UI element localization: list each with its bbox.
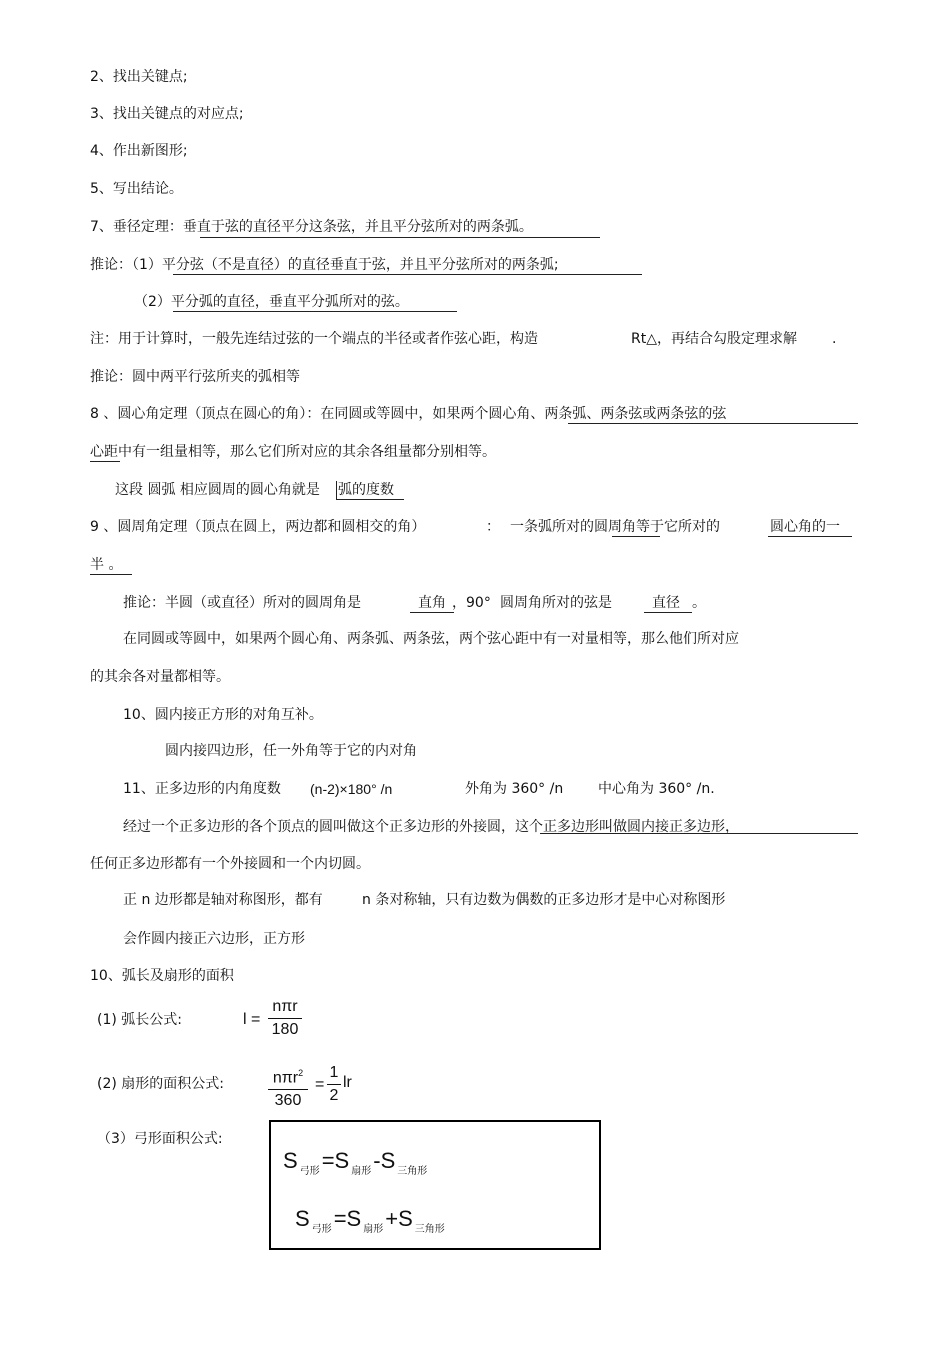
theorem-8-a: 8 、圆心角定理（顶点在圆心的角）：在同圆或等圆中，如果两个圆心角、两条弧、两条弦或两条弦的弦: [90, 406, 727, 422]
half-fraction: [327, 1063, 341, 1106]
exponent: 2: [298, 1068, 304, 1078]
fraction-bar: [268, 1018, 302, 1019]
theorem-8-b: 心距中有一组量相等，那么它们所对应的其余各组量都分别相等。: [90, 444, 496, 460]
fraction-bar: [268, 1089, 308, 1090]
segment-formula-label: （3）弓形面积公式:: [97, 1131, 223, 1147]
step-3: 3、找出关键点的对应点;: [90, 106, 244, 122]
arc-numerator: nπr: [272, 998, 298, 1015]
item-10-b: 圆内接四边形，任一外角等于它的内对角: [165, 743, 417, 759]
symmetry-b: n 条对称轴，只有边数为偶数的正多边形才是中心对称图形: [362, 892, 726, 908]
item-10: 10、圆内接正方形的对角互补。: [123, 707, 323, 723]
arc-formula-fraction: [268, 997, 302, 1040]
item-11-b: (n-2)×180° /n: [310, 781, 393, 797]
theorem-9-e: 半 。: [90, 557, 123, 573]
theorem-9-c: 一条弧所对的圆周角等于它所对的: [510, 519, 720, 535]
arc-formula-label: (1) 弧长公式:: [97, 1012, 182, 1028]
segment-formula-1: S $_{弓形}$=S $_{扇形}$-S $_{三角形}$: [283, 1148, 428, 1177]
inscribed-d: 圆周角所对的弦是: [500, 595, 612, 611]
arc-denominator: 180: [271, 1021, 299, 1038]
sector-rhs: lr: [343, 1074, 352, 1091]
inscribed-a: 推论：半圆（或直径）所对的圆周角是: [123, 595, 361, 611]
arc-formula-lhs: l =: [243, 1011, 261, 1028]
underline: [90, 461, 120, 462]
theorem-9-d: 圆心角的一: [770, 519, 840, 535]
theorem-9-a: 9 、圆周角定理（顶点在圆上，两边都和圆相交的角）: [90, 519, 426, 535]
underline: [173, 311, 457, 312]
equal-parts-a: 在同圆或等圆中，如果两个圆心角、两条弧、两条弦，两个弦心距中有一对量相等，那么他们所对应: [123, 631, 739, 647]
item-11-a: 11、正多边形的内角度数: [123, 781, 281, 797]
underline: [90, 574, 132, 575]
sector-equals: =: [315, 1076, 325, 1093]
arc-degree-a: 这段 圆弧 相应圆周的圆心角就是: [115, 482, 320, 498]
inscribed-b: 直角: [418, 595, 446, 611]
sector-denominator: 360: [274, 1092, 302, 1110]
corollary-1: 推论：（1）平分弦（不是直径）的直径垂直于弦，并且平分弦所对的两条弧;: [90, 257, 559, 273]
sector-formula-fraction: [268, 1063, 308, 1111]
underline: [568, 423, 858, 424]
equal-parts-b: 的其余各对量都相等。: [90, 669, 230, 685]
underline: [540, 833, 858, 834]
polygon-a: 经过一个正多边形的各个顶点的圆叫做这个正多边形的外接圆，这个正多边形叫做圆内接正多边形，: [123, 819, 739, 835]
fraction-bar: [327, 1084, 341, 1085]
underline: [200, 237, 600, 238]
theorem-9-b: ：: [486, 519, 500, 535]
note-c: .: [832, 331, 837, 347]
note-b: Rt△，再结合勾股定理求解: [631, 331, 797, 347]
underline: [612, 536, 660, 537]
theorem-7: 7、垂径定理：垂直于弦的直径平分这条弦，并且平分弦所对的两条弧。: [90, 219, 533, 235]
sector-numerator: nπr$^2$: [272, 1068, 304, 1087]
underline: [410, 612, 454, 613]
construct: 会作圆内接正六边形，正方形: [123, 931, 305, 947]
sector-formula-label: (2) 扇形的面积公式:: [97, 1076, 224, 1092]
symmetry-a: 正 n 边形都是轴对称图形，都有: [123, 892, 323, 908]
step-4: 4、作出新图形;: [90, 143, 188, 159]
underline: [768, 536, 852, 537]
item-10-arc: 10、弧长及扇形的面积: [90, 968, 234, 984]
underline: [336, 499, 404, 500]
segment-formula-box: [269, 1120, 601, 1250]
segment-formula-2: S $_{弓形}$=S $_{扇形}$+S $_{三角形}$: [295, 1206, 445, 1235]
half-denominator: 2: [329, 1087, 339, 1104]
cursor-mark: [336, 481, 337, 499]
item-11-c: 外角为 360° /n: [465, 781, 564, 797]
polygon-b: 任何正多边形都有一个外接圆和一个内切圆。: [90, 856, 370, 872]
note-a: 注：用于计算时，一般先连结过弦的一个端点的半径或者作弦心距，构造: [90, 331, 538, 347]
underline: [644, 612, 692, 613]
arc-degree-b: 弧的度数: [338, 482, 394, 498]
half-numerator: 1: [329, 1064, 339, 1081]
underline: [173, 274, 642, 275]
corollary-3: 推论：圆中两平行弦所夹的弧相等: [90, 369, 300, 385]
step-5: 5、写出结论。: [90, 181, 183, 197]
step-2: 2、找出关键点;: [90, 69, 188, 85]
item-11-d: 中心角为 360° /n.: [598, 781, 715, 797]
inscribed-e: 直径: [652, 595, 680, 611]
inscribed-f: 。: [692, 595, 706, 611]
inscribed-c: ，90°: [452, 595, 491, 611]
corollary-2: （2）平分弧的直径，垂直平分弧所对的弦。: [134, 294, 409, 310]
